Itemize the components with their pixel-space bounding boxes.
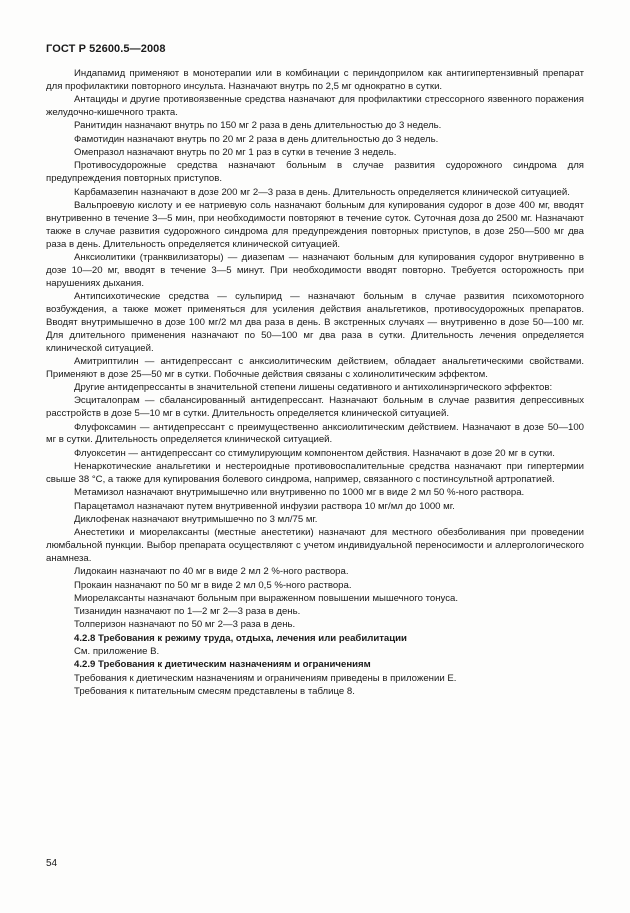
- section-heading-4-2-8: 4.2.8 Требования к режиму труда, отдыха, лечения или реабилитации: [74, 632, 407, 644]
- paragraph: Ранитидин назначают внутрь по 150 мг 2 раза в день длительностью до 3 недель.: [74, 120, 442, 132]
- paragraph-list: [46, 68, 584, 632]
- paragraph: Метамизол назначают внутримышечно или внутривенно по 1000 мг в виде 2 мл 50 %-ного раствора.: [74, 487, 525, 499]
- paragraph: Миорелаксанты назначают больным при выраженном повышении мышечного тонуса.: [74, 592, 458, 604]
- paragraph: Индапамид применяют в монотерапии или в комбинации с периндоприлом как антигипертензивный препарат для профилактики повторного инсульта. Назначают внутрь по 2,5 мг однократно в сутки.: [46, 68, 584, 92]
- paragraph: Антипсихотические средства — сульпирид — назначают больным в случае развития психомоторного возбуждения, а также может применяться для усиления действия анальгетиков, противосудорожных препаратов. Вводят внутримышечно в дозе 100 мг/2 мл два раза в день. В экстренных случаях — внутривенно в дозе 50—100 мг. Для длительного применения назначают по 50—100 мг два раза в сутки. Длительность лечения определяется клинической ситуацией.: [46, 290, 584, 354]
- standard-header: ГОСТ Р 52600.5—2008: [46, 43, 166, 55]
- paragraph: Омепразол назначают внутрь по 20 мг 1 раз в сутки в течение 3 недель.: [74, 147, 397, 158]
- page-number: 54: [46, 858, 58, 869]
- paragraph: Лидокаин назначают по 40 мг в виде 2 мл 2 %-ного раствора.: [74, 566, 349, 578]
- section-heading-4-2-9: 4.2.9 Требования к диетическим назначениям и ограничениям: [74, 659, 371, 671]
- paragraph: Противосудорожные средства назначают больным в случае развития судорожного синдрома для предупреждения повторных приступов.: [46, 160, 584, 185]
- document-body: [46, 68, 584, 699]
- paragraph: Амитриптилин — антидепрессант с анксиолитическим действием, обладает анальгетическими свойствами. Применяют в дозе 25—50 мг в сутки. Побочные действия связаны с холинолитическим эффектом.: [46, 355, 584, 380]
- paragraph: Ненаркотические анальгетики и нестероидные противовоспалительные средства назначают при гипертермии свыше 38 °С, а также для купирования болевого синдрома, например, связанного с постинсультной артропатией.: [46, 461, 584, 485]
- paragraph: Фамотидин назначают внутрь по 20 мг 2 раза в день длительностью до 3 недель.: [74, 133, 439, 145]
- paragraph: Толперизон назначают по 50 мг 2—3 раза в день.: [74, 619, 296, 631]
- paragraph: Анестетики и миорелаксанты (местные анестетики) назначают для местного обезболивания при проведении люмбальной пункции. Выбор препарата осуществляют с учетом индивидуальной переносимости и аллергологического анамнеза.: [46, 527, 584, 564]
- paragraph: Антациды и другие противоязвенные средства назначают для профилактики стрессорного язвенного поражения желудочно-кишечного тракта.: [46, 94, 584, 119]
- paragraph: Парацетамол назначают путем внутривенной инфузии раствора 10 мг/мл до 1000 мг.: [74, 500, 455, 512]
- section-text-4-2-8: См. приложение В.: [74, 646, 160, 658]
- section-text-4-2-9-a: Требования к диетическим назначениям и ограничениям приведены в приложении Е.: [74, 672, 457, 684]
- paragraph: Карбамазепин назначают в дозе 200 мг 2—3 раза в день. Длительность определяется клинической ситуацией.: [74, 186, 570, 198]
- paragraph: Тизанидин назначают по 1—2 мг 2—3 раза в день.: [74, 606, 301, 618]
- paragraph: Флуоксетин — антидепрессант со стимулирующим компонентом действия. Назначают в дозе 20 мг в сутки.: [74, 447, 555, 459]
- paragraph: Вальпроевую кислоту и ее натриевую соль назначают больным для купирования судорог в дозе 400 мг, вводят внутривенно в течение 3—5 мин, при необходимости повторяют в течение суток. Суточная доза до 2500 мг. Назначают также в случае развития судорожного синдрома для предупреждения повторных приступов, в дозе 250—500 мг два раза в день. Длительность определяется клинической ситуацией.: [46, 199, 584, 250]
- section-text-4-2-9-b: Требования к питательным смесям представлены в таблице 8.: [74, 685, 355, 697]
- paragraph: Эсциталопрам — сбалансированный антидепрессант. Назначают больным в случае развития депрессивных расстройств в дозе 5—10 мг в сутки. Длительность определяется клинической ситуацией.: [46, 395, 584, 420]
- paragraph: Диклофенак назначают внутримышечно по 3 мл/75 мг.: [74, 513, 318, 525]
- paragraph: Другие антидепрессанты в значительной степени лишены седативного и антихолинэргического эффектов:: [74, 382, 553, 394]
- paragraph: Флуфоксамин — антидепрессант с преимущественно анксиолитическим действием. Назначают в дозе 50—100 мг в сутки. Длительность определяется клинической ситуацией.: [46, 421, 584, 446]
- paragraph: Прокаин назначают по 50 мг в виде 2 мл 0,5 %-ного раствора.: [74, 579, 352, 591]
- paragraph: Анксиолитики (транквилизаторы) — диазепам — назначают больным для купирования судорог внутривенно в дозе 10—20 мг, вводят в течение 3—5 минут. При необходимости вводят повторно. Требуется осторожность при нарушениях дыхания.: [46, 251, 584, 289]
